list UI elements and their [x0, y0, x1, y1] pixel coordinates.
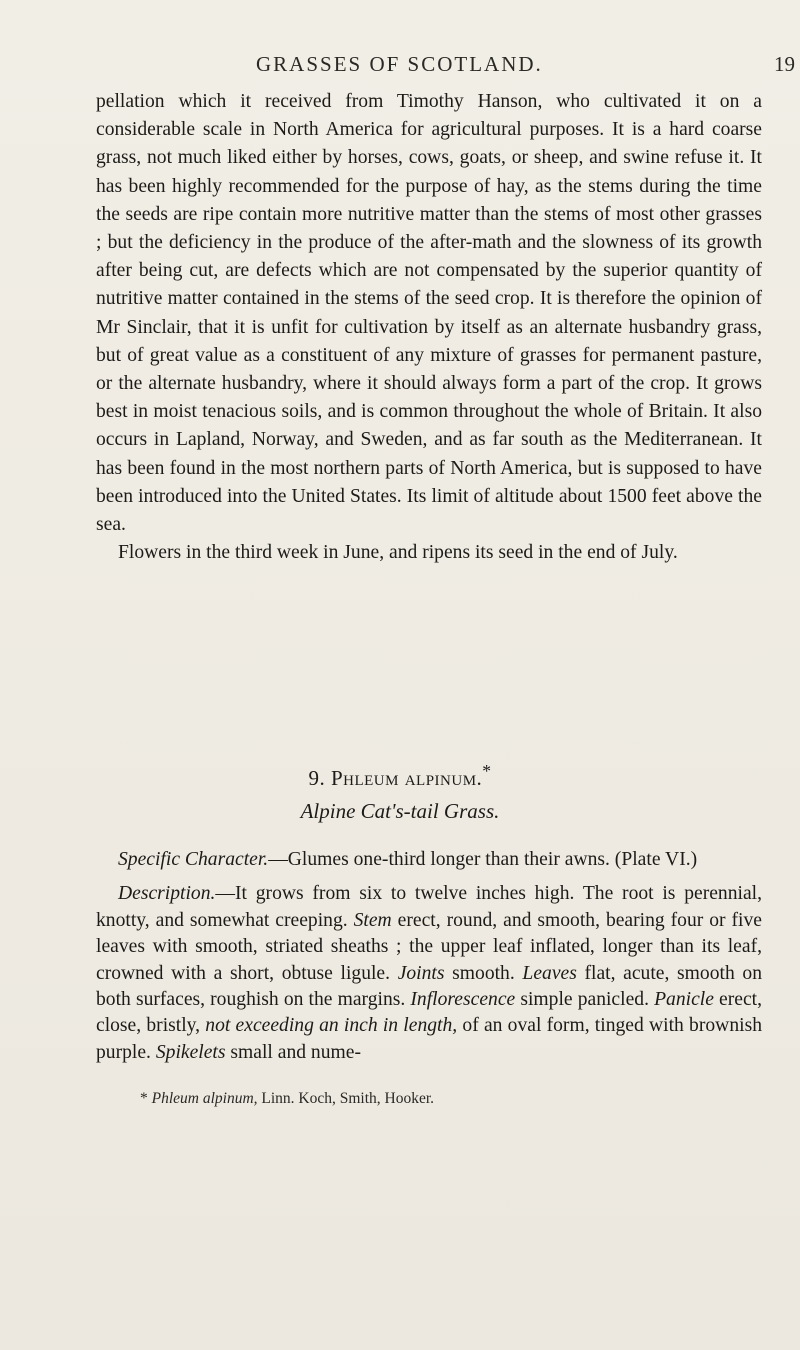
running-title: GRASSES OF SCOTLAND.: [256, 52, 543, 76]
description-paragraph: [96, 881, 762, 1066]
description-text: flat, acute, smooth on both surfaces, roughish on the margins.: [96, 962, 762, 1011]
common-name: Alpine Cat's-tail Grass.: [300, 799, 500, 823]
term-joints: Joints: [397, 962, 445, 984]
description-text: simple panicled.: [515, 989, 655, 1011]
genus-name: Phleum: [330, 766, 399, 790]
description-section: [96, 847, 762, 1066]
specific-character-label: Specific Character.: [118, 849, 269, 870]
description-text: —It grows from six to twelve inches high. The root is perennial, knotty, and somewhat creeping.: [96, 883, 762, 931]
specific-character: [96, 847, 762, 873]
term-panicle: Panicle: [654, 989, 714, 1011]
description-text: of an oval form, tinged with brownish purple.: [96, 1015, 762, 1063]
footnote-mark: *: [140, 1090, 148, 1107]
species-number: 9.: [308, 766, 326, 790]
species-heading: [0, 761, 800, 791]
specific-character-text: —Glumes one-third longer than their awns. (Plate VI.): [268, 849, 698, 870]
footnote: [140, 1090, 434, 1108]
description-text: smooth.: [444, 962, 523, 984]
description-label: Description.: [118, 883, 216, 905]
term-stem: Stem: [353, 909, 392, 931]
footnote-species: Phleum alpinum,: [151, 1090, 258, 1107]
term-spikelets: Spikelets: [155, 1041, 226, 1063]
main-text: [96, 88, 762, 567]
footnote-mark: *: [482, 761, 492, 781]
term-inflorescence: Inflorescence: [410, 989, 516, 1011]
page-number: 19: [774, 52, 795, 76]
description-text: erect, close, bristly,: [96, 989, 763, 1037]
term-leaves: Leaves: [522, 962, 577, 984]
description-text: erect, round, and smooth, bearing four or five leaves with smooth, striated sheaths ; the upper leaf inflated, longer than its leaf, crowned with a short, obtuse ligule.: [96, 909, 762, 984]
description-text: small and nume-: [225, 1041, 361, 1063]
emphasis-text: not exceeding an inch in length,: [205, 1015, 458, 1037]
paragraph: pellation which it received from Timothy Hanson, who cultivated it on a considerable scale in North America for agricultural purposes. It is a hard coarse grass, not much liked either by horses, cows, goats, or sheep, and swine refuse it. It has been highly recommended for the purpose of hay, as the stems during the time the seeds are ripe contain more nutritive matter than the stems of most other grasses ; but the deficiency in the produce of the after-math and the slowness of its growth after being cut, are defects which are not compensated by the superior quantity of nutritive matter contained in the stems of the seed crop. It is therefore the opinion of Mr Sinclair, that it is unfit for cultivation by itself as an alternate husbandry grass, but of great value as a constituent of any mixture of grasses for permanent pasture, or the alternate husbandry, where it should always form a part of the crop. It grows best in moist tenacious soils, and is common throughout the whole of Britain. It also occurs in Lapland, Norway, and Sweden, and as far south as the Mediterranean. It has been found in the most northern parts of North America, but is supposed to have been introduced into the United States. Its limit of altitude about 1500 feet above the sea.: [96, 91, 762, 536]
species-epithet: alpinum.: [404, 766, 483, 790]
paragraph: Flowers in the third week in June, and ripens its seed in the end of July.: [118, 542, 678, 564]
footnote-authorities: Linn. Koch, Smith, Hooker.: [257, 1090, 435, 1107]
